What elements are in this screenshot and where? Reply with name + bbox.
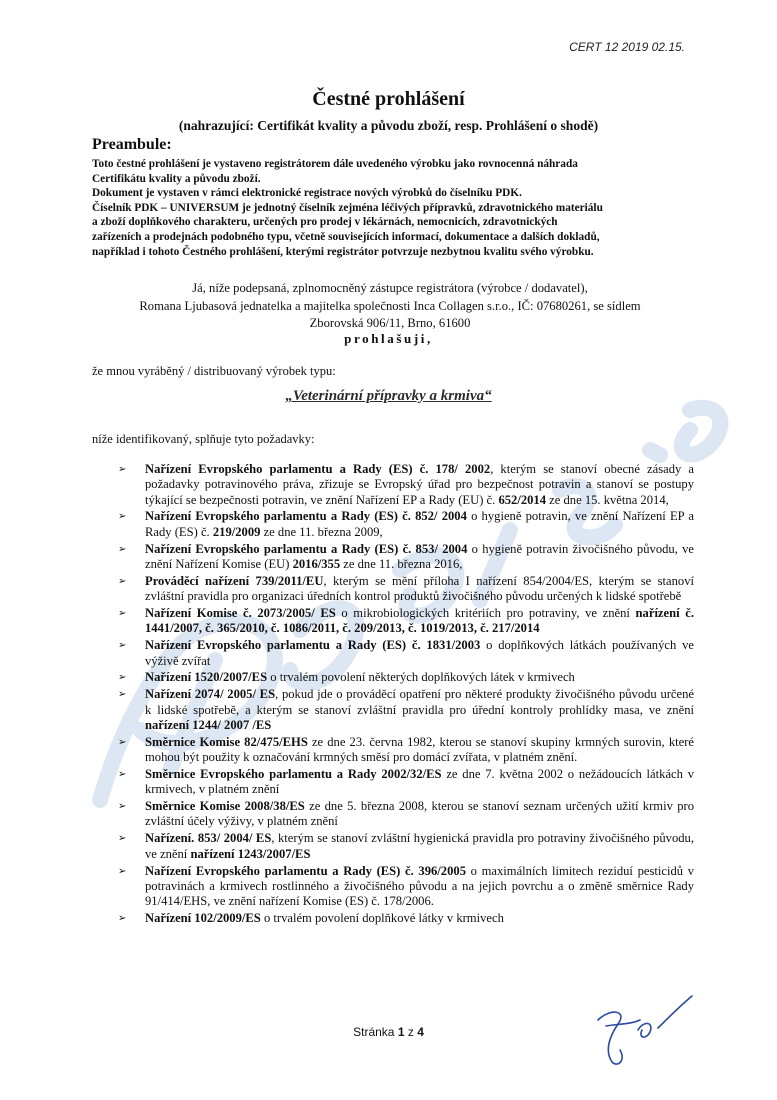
document-title: Čestné prohlášení xyxy=(312,88,465,110)
declarant-line: Já, níže podepsaná, zplnomocněný zástupce registrátora (výrobce / dodavatel), xyxy=(192,281,588,295)
requirement-regulation: Nařízení Komise č. 2073/2005/ ES xyxy=(145,606,336,621)
declare-word: prohlašuji, xyxy=(344,331,433,346)
requirement-amendment: nařízení 1243/2007/ES xyxy=(190,846,311,861)
requirement-text: o trvalém povolení některých doplňkových látek v krmivech xyxy=(267,670,575,685)
preamble-heading: Preambule: xyxy=(92,136,172,153)
requirement-text: o doplňkových látkách používaných ve výživě zvířat xyxy=(145,638,694,668)
requirement-text: o maximálních limitech reziduí pesticidů v potravinách a krmivech rostlinného a živočišného původu a na jejich povrchu a o změně směrnice Rady 91/414/EHS, ve znění nařízení Komise (ES) č. 178/2006. xyxy=(145,863,694,909)
requirement-regulation: Nařízení Evropského parlamentu a Rady (ES) č. 852/ 2004 xyxy=(145,509,467,524)
requirement-item xyxy=(112,606,694,637)
requirement-regulation: Nařízení. 853/ 2004/ ES xyxy=(145,831,272,846)
requirement-text: , kterým se mění příloha I nařízení 854/2004/ES, kterým se stanoví zvláštní pravidla pro organizaci úředních kontrol produktů živočišného původu určených k lidské spotřebě xyxy=(145,573,694,604)
page-number-sep: z xyxy=(404,1025,418,1039)
requirement-item xyxy=(112,542,694,573)
arrow-bullet-icon: ➢ xyxy=(118,464,127,475)
page-number-current: 1 xyxy=(397,1025,405,1039)
arrow-bullet-icon: ➢ xyxy=(118,833,127,845)
requirement-text: ze dne 23. června 1982, kterou se stanoví skupiny krmných surovin, které mohou být použity k označování krmných směsí pro domácí zvířata, v platném znění. xyxy=(145,734,694,765)
arrow-bullet-icon: ➢ xyxy=(118,543,127,555)
requirement-item xyxy=(112,509,694,540)
requirement-regulation: Nařízení 1520/2007/ES xyxy=(145,670,268,685)
requirement-text: o hygieně potravin živočišného původu, ve znění Nařízení Komise (EU) xyxy=(145,541,694,571)
arrow-bullet-icon: ➢ xyxy=(118,575,127,587)
preamble-line: zařízeních a prodejnách podobného typu, včetně souvisejících informací, dokumentace a dalších dokladů, xyxy=(92,230,600,243)
requirement-text: , kterým se stanoví obecné zásady a požadavky potravinového práva, zřizuje se Evropský úřad pro bezpečnost potravin a stanoví se postupy týkající se bezpečnosti potravin, ve znění Nařízení EP a Rady (EU) č. xyxy=(145,462,694,507)
requirement-regulation: Nařízení Evropského parlamentu a Rady (ES) č. 853/ 2004 xyxy=(145,541,468,556)
product-type: „Veterinární přípravky a krmiva“ xyxy=(285,388,492,404)
requirement-regulation: Nařízení Evropského parlamentu a Rady (ES) č. 178/ 2002 xyxy=(145,462,491,476)
requirement-item xyxy=(112,831,694,862)
requirement-text: o hygieně potravin, ve znění Nařízení EP a Rady (ES) č. xyxy=(145,509,694,539)
arrow-bullet-icon: ➢ xyxy=(118,608,127,620)
requirement-text: o trvalém povolení doplňkové látky v krmivech xyxy=(260,911,504,926)
arrow-bullet-icon: ➢ xyxy=(118,768,127,780)
page-number-total: 4 xyxy=(417,1025,424,1039)
requirement-item xyxy=(112,687,694,733)
requirement-item xyxy=(112,735,694,766)
requirement-regulation: Nařízení Evropského parlamentu a Rady (ES) č. 1831/2003 xyxy=(145,638,481,653)
requirement-amendment: 219/2009 xyxy=(212,524,261,539)
document-reference: CERT 12 2019 02.15. xyxy=(569,40,685,54)
preamble-line: Toto čestné prohlášení je vystaveno registrátorem dále uvedeného výrobku jako rovnocenná náhrada xyxy=(92,158,578,170)
preamble-line: Certifikátu kvality a původu zboží. xyxy=(92,172,261,185)
handwritten-signature xyxy=(588,990,698,1070)
requirement-regulation: Nařízení 2074/ 2005/ ES xyxy=(145,687,276,702)
requirement-text-tail: ze dne 11. března 2009, xyxy=(260,524,383,539)
requirement-regulation: Prováděcí nařízení 739/2011/EU xyxy=(145,573,324,588)
requirements-intro: níže identifikovaný, splňuje tyto požadavky: xyxy=(92,432,315,446)
requirement-item xyxy=(112,911,694,926)
requirement-text: , pokud jde o prováděcí opatření pro některé produkty živočišného původu určené k lidské spotřebě, a kterým se stanoví zvláštní pravidla pro úřední kontroly prohlídky masa, ve znění xyxy=(145,687,694,717)
requirement-item xyxy=(112,670,694,685)
requirement-regulation: Směrnice Komise 82/475/EHS xyxy=(145,734,308,749)
declarant-line: Romana Ljubasová jednatelka a majitelka společnosti Inca Collagen s.r.o., IČ: 07680261, se sídlem xyxy=(139,298,641,313)
requirement-text: ze dne 5. března 2008, kterou se stanoví seznam určených užití krmiv pro zvláštní účely výživy, v platném znění xyxy=(145,799,694,829)
requirement-text: o mikrobiologických kritériích pro potraviny, ve znění xyxy=(335,606,636,621)
requirement-amendment: 2016/355 xyxy=(292,556,341,571)
requirements-list xyxy=(112,462,694,928)
arrow-bullet-icon: ➢ xyxy=(118,801,127,813)
arrow-bullet-icon: ➢ xyxy=(118,865,127,877)
product-intro: že mnou vyráběný / distribuovaný výrobek typu: xyxy=(92,364,336,378)
declarant-line: Zborovská 906/11, Brno, 61600 xyxy=(309,316,471,330)
arrow-bullet-icon: ➢ xyxy=(118,913,127,925)
requirement-text-tail: ze dne 15. května 2014, xyxy=(546,492,669,507)
requirement-text: ze dne 7. května 2002 o nežádoucích látkách v krmivech, v platném znění xyxy=(145,766,694,797)
arrow-bullet-icon: ➢ xyxy=(118,511,127,523)
preamble-text xyxy=(92,157,692,259)
requirement-text: , kterým se stanoví zvláštní hygienická pravidla pro potraviny živočišného původu, ve znění xyxy=(145,831,694,861)
requirement-regulation: Nařízení Evropského parlamentu a Rady (ES) č. 396/2005 xyxy=(145,863,466,878)
requirement-regulation: Nařízení 102/2009/ES xyxy=(145,911,261,926)
requirement-item xyxy=(112,574,694,605)
requirement-item xyxy=(112,767,694,798)
declarant-statement xyxy=(90,280,690,333)
requirement-regulation: Směrnice Komise 2008/38/ES xyxy=(145,799,305,814)
preamble-line: a zboží doplňkového charakteru, určených pro prodej v lékárnách, nemocnicích, zdravotnických xyxy=(92,216,558,229)
page-number-prefix: Stránka xyxy=(353,1025,398,1039)
arrow-bullet-icon: ➢ xyxy=(118,640,127,652)
document-subtitle: (nahrazující: Certifikát kvality a původu zboží, resp. Prohlášení o shodě) xyxy=(178,118,599,133)
requirement-amendment: 652/2014 xyxy=(498,492,547,507)
preamble-line: Číselník PDK – UNIVERSUM je jednotný číselník zejména léčivých přípravků, zdravotnického materiálu xyxy=(92,201,603,214)
preamble-line: například i tohoto Čestného prohlášení, kterými registrátor potvrzuje nezbytnou kvalitu svého výrobku. xyxy=(92,245,594,258)
requirement-amendment: nařízení č. 1441/2007, č. 365/2010, č. 1086/2011, č. 209/2013, č. 1019/2013, č. 217/2014 xyxy=(145,606,694,636)
requirement-item xyxy=(112,638,694,669)
preamble-line: Dokument je vystaven v rámci elektronické registrace nových výrobků do číselníku PDK. xyxy=(92,187,522,200)
requirement-amendment: nařízení 1244/ 2007 /ES xyxy=(145,717,272,732)
arrow-bullet-icon: ➢ xyxy=(118,672,127,684)
requirement-text-tail: ze dne 11. března 2016, xyxy=(340,556,463,571)
arrow-bullet-icon: ➢ xyxy=(118,736,127,748)
requirement-item xyxy=(112,864,694,910)
requirement-item xyxy=(112,799,694,830)
arrow-bullet-icon: ➢ xyxy=(118,689,127,701)
requirement-item xyxy=(112,462,694,508)
requirement-regulation: Směrnice Evropského parlamentu a Rady 2002/32/ES xyxy=(145,766,442,781)
